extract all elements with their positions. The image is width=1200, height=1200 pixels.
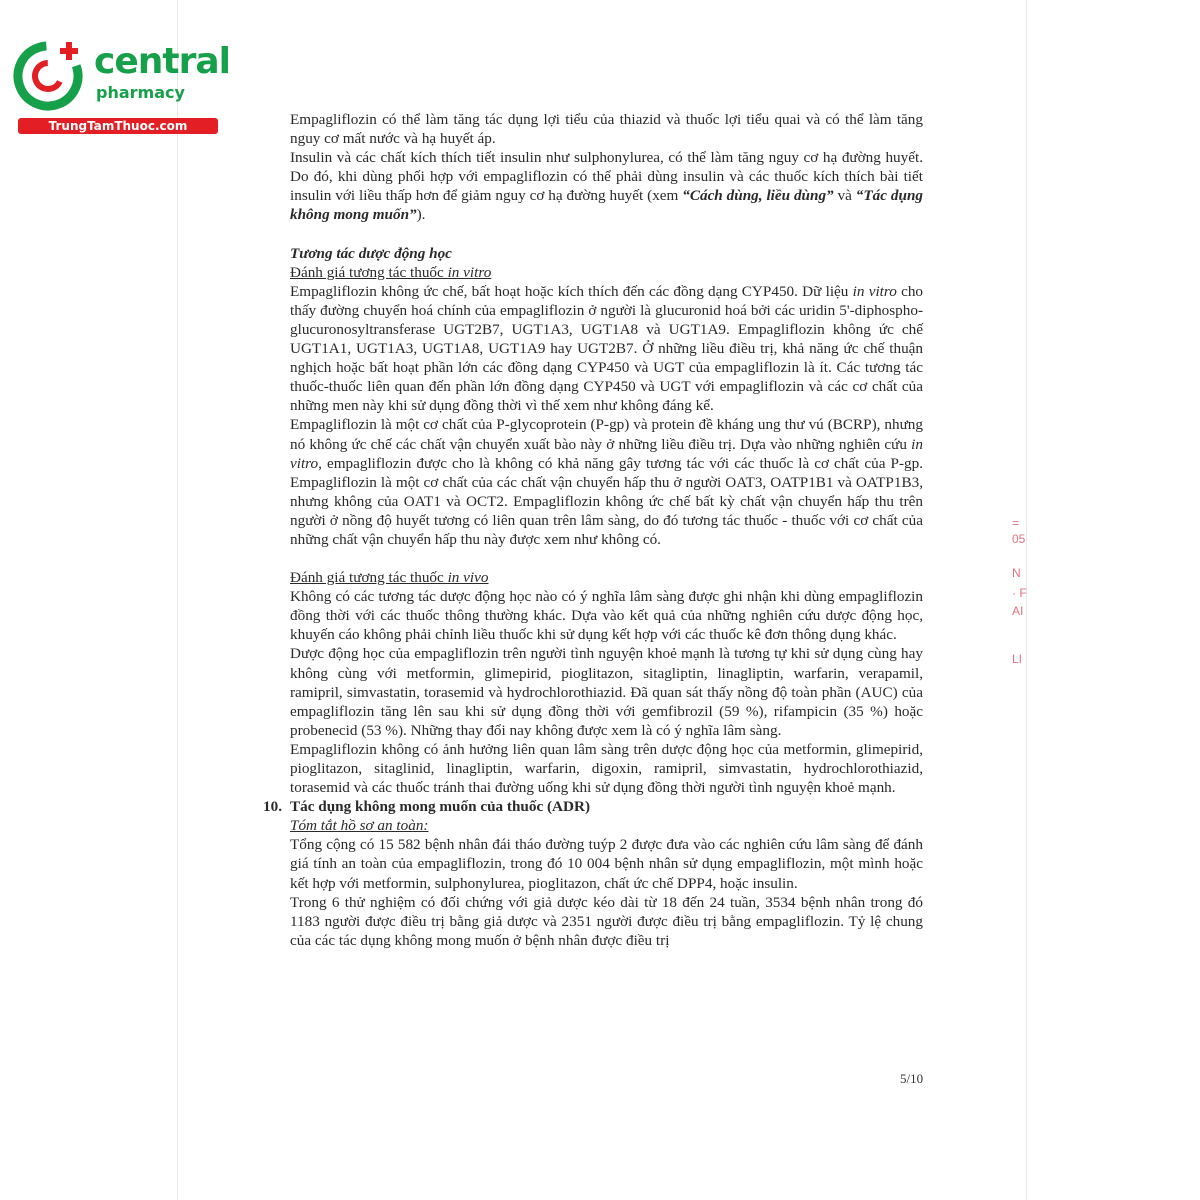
stamp-edge [1012,516,1030,686]
paragraph-no-effect: Empagliflozin không có ảnh hưởng liên quan lâm sàng trên dược động học của metformin, glimepirid, pioglitazon, sitaglinid, linagliptin, warfarin, digoxin, ramipril, simvastatin, hydrochlorothiazid, torasemid và các thuốc tránh thai đường uống khi sử dụng đồng thời người tình nguyện khoẻ mạnh. [290,740,923,797]
page-number: 5/10 [900,1071,924,1086]
stamp-text: 05 [1012,532,1026,546]
stamp-text: · F [1012,586,1027,600]
stamp-text: AI [1012,604,1024,618]
pharmacy-logo-icon [8,36,88,116]
paragraph-safety-total: Tổng cộng có 15 582 bệnh nhân đái tháo đường tuýp 2 được đưa vào các nghiên cứu lâm sàng để đánh giá tính an toàn của empagliflozin, trong đó 10 004 bệnh nhân sử dụng empagliflozin, một mình hoặc kết hợp với metformin, sulphonylurea, pioglitazon, chất ức chế DPP4, hoặc insulin. [290,836,923,892]
logo-name: central [94,41,230,82]
paragraph-diuretics: Empagliflozin có thể làm tăng tác dụng lợi tiểu của thiazid và thuốc lợi tiểu quai và có thể làm tăng nguy cơ mất nước và hạ huyết áp. [290,111,923,148]
paragraph-cyp450: Empagliflozin không ức chế, bất hoạt hoặc kích thích đến các đồng dạng CYP450. Dữ liệu in vitro cho thấy đường chuyển hoá chính của empagliflozin ở người là glucuronid hoá bởi các uridin 5'-diphospho-glucuronosyltransferase UGT2B7, UGT1A3, UGT1A8 và UGT1A9. Empagliflozin không ức chế UGT1A1, UGT1A3, UGT1A8, UGT1A9 hay UGT2B7. Ở những liều điều trị, khả năng ức chế thuận nghịch hoặc bất hoạt phần lớn các đồng dạng CYP450 và UGT của empagliflozin là ít. Các tương tác thuốc-thuốc liên quan đến phần lớn đồng dạng CYP450 và UGT với empagliflozin và các cơ chất của những men này khi sử dụng đồng thời vì thế xem như không đáng kể. [290,282,924,415]
section-number: 10. [263,798,282,816]
paragraph-pgp: Empagliflozin là một cơ chất của P-glycoprotein (P-gp) và protein đề kháng ung thư vú (BCRP), nhưng nó không ức chế các chất vận chuyển xuất bào này ở những liều điều trị. Dựa vào những nghiên cứu in vitro, empagliflozin được cho là không có khả năng gây tương tác với các thuốc là cơ chất của P-gp. Empagliflozin là một cơ chất của các chất vận chuyển hấp thu ở người OAT3, OATP1B1 và OATP1B3, nhưng không của OAT1 và OCT2. Empagliflozin không ức chế bất kỳ chất vận chuyển hấp thu trên người ở nồng độ huyết tương có liên quan trên lâm sàng, do đó tương tác thuốc - thuốc với cơ chất của những chất vận chuyển hấp thu này được xem như không có. [290,416,923,548]
stamp-text: = [1012,516,1020,530]
section-10-heading [263,797,923,816]
invivo-heading: Đánh giá tương tác thuốc in vivo [290,569,489,587]
stamp-text: N [1012,566,1021,580]
central-pharmacy-logo [8,36,230,136]
ref-adverse-effects: “Tác dụng không mong muốn” [290,187,923,224]
paragraph-no-interactions: Không có các tương tác dược động học nào có ý nghĩa lâm sàng được ghi nhận khi dùng empagliflozin đồng thời với các thuốc thông thường khác. Dựa vào kết quả của những nghiên cứu dược động học, khuyến cáo không phải chỉnh liều thuốc khi sử dụng kết hợp với các thuốc kê đơn thông dụng khác. [290,588,923,644]
logo-website: TrungTamThuoc.com [18,118,218,134]
stamp-text: LI [1012,652,1023,666]
document-body [263,110,923,950]
invitro-heading: Đánh giá tương tác thuốc in vitro [290,263,492,281]
section-title: Tác dụng không mong muốn của thuốc (ADR) [290,798,591,816]
paragraph-insulin: Insulin và các chất kích thích tiết insulin như sulphonylurea, có thể làm tăng nguy cơ hạ đường huyết. Do đó, khi dùng phối hợp với empagliflozin có thể phải dùng insulin và các thuốc kích thích bài tiết insulin với liều thấp hơn để giảm nguy cơ hạ đường huyết (xem “Cách dùng, liều dùng” và “Tác dụng không mong muốn”). [290,149,923,224]
ref-dosage: “Cách dùng, liều dùng” [682,187,834,205]
paragraph-pk-volunteers: Dược động học của empagliflozin trên người tình nguyện khoẻ mạnh là tương tự khi sử dụng cùng hay không cùng với metformin, glimepirid, pioglitazon, sitagliptin, linagliptin, warfarin, verapamil, ramipril, simvastatin, torasemid và hydrochlorothiazid. Đã quan sát thấy nồng độ toàn phần (AUC) của empagliflozin tăng lên sau khi sử dụng đồng thời với gemfibrozil (59 %), rifampicin (35 %) hoặc probenecid (53 %). Những thay đổi nay không được xem là có ý nghĩa lâm sàng. [290,645,923,739]
logo-subtitle: pharmacy [96,83,185,102]
pk-heading: Tương tác dược động học [290,244,452,262]
paragraph-placebo-trials: Trong 6 thử nghiệm có đối chứng với giả dược kéo dài từ 18 đến 24 tuần, 3534 bệnh nhân trong đó 1183 người được điều trị bằng giả dược và 2351 người được điều trị bằng empagliflozin. Tỷ lệ chung của các tác dụng không mong muốn ở bệnh nhân được điều trị [290,893,923,949]
safety-heading: Tóm tắt hồ sơ an toàn: [290,817,429,835]
